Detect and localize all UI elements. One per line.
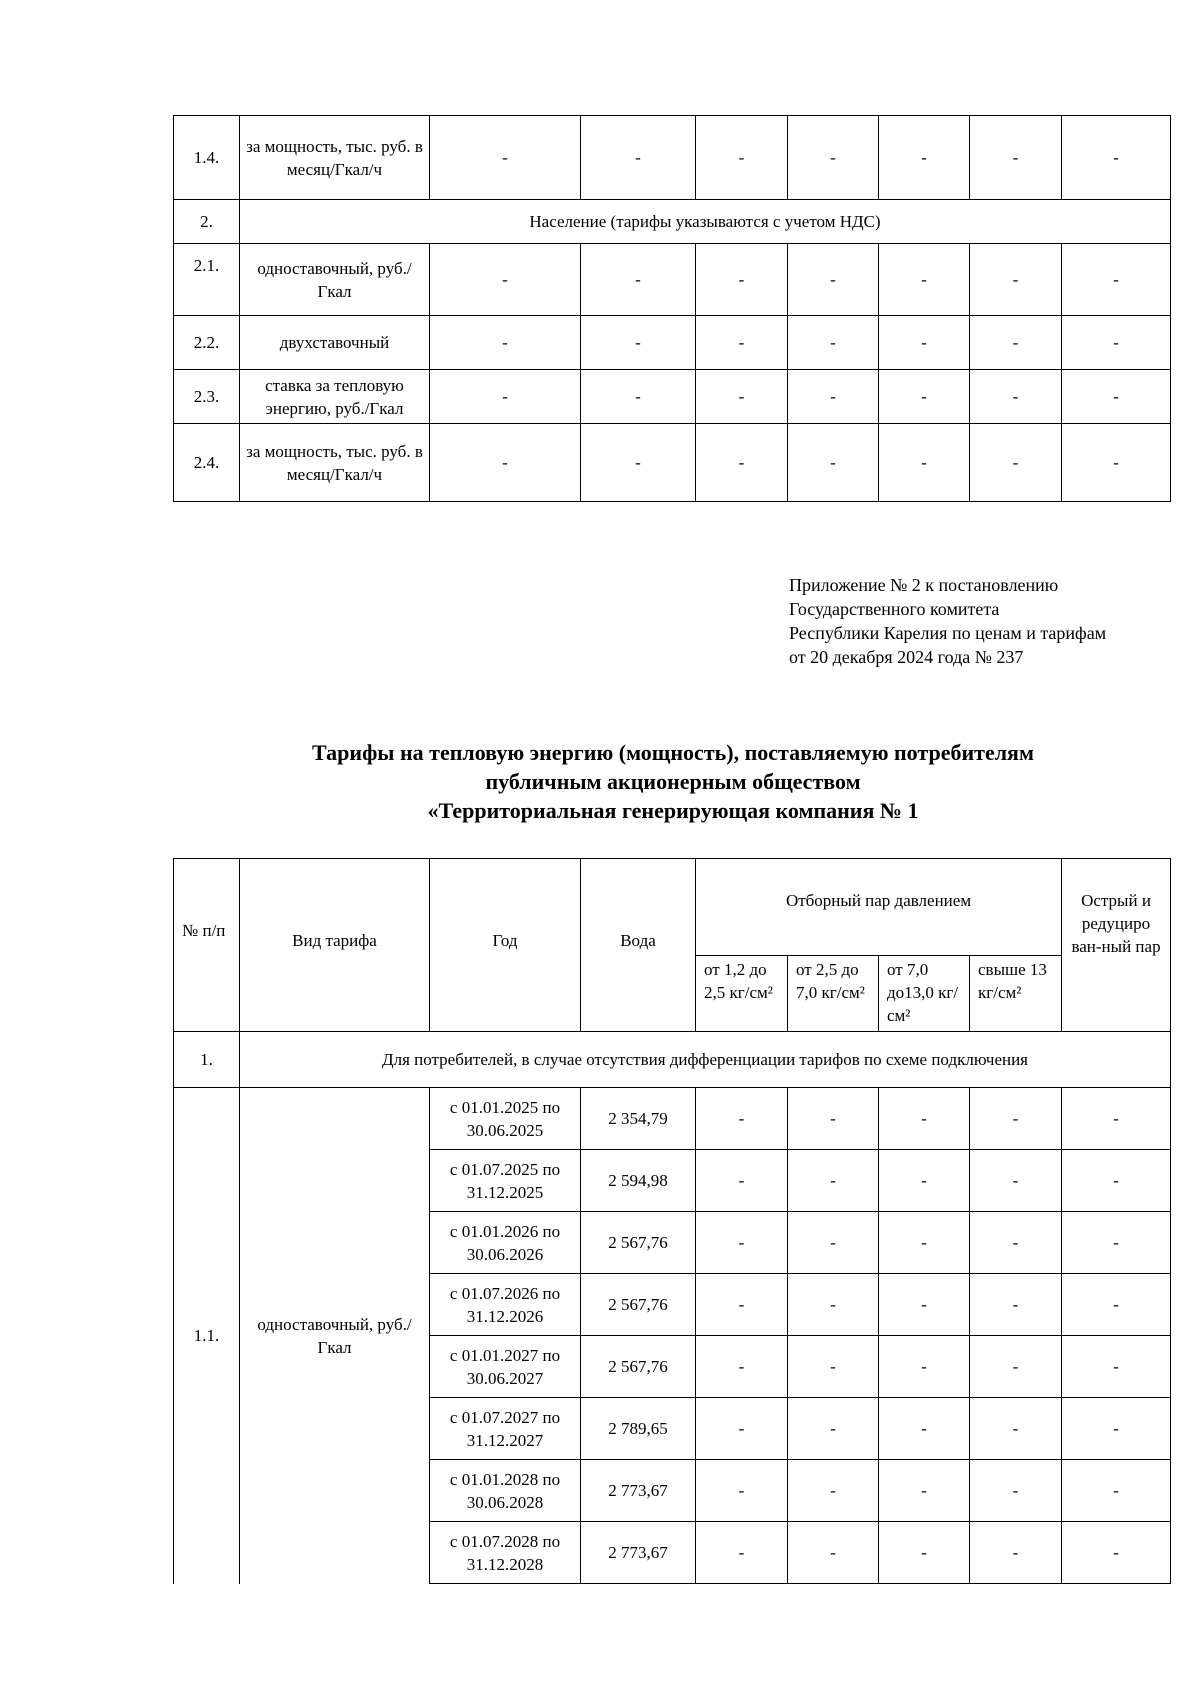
value-cell: - (970, 1150, 1062, 1212)
value-cell: - (581, 424, 696, 502)
table-row (174, 424, 1171, 502)
value-cell: - (970, 1088, 1062, 1150)
table-row (174, 116, 1171, 200)
value-cell: - (696, 1274, 788, 1336)
water-value: 2 773,67 (581, 1460, 696, 1522)
value-cell: - (788, 424, 879, 502)
value-cell: - (788, 1398, 879, 1460)
value-cell: - (788, 1460, 879, 1522)
value-cell: - (1062, 1150, 1171, 1212)
value-cell: - (430, 370, 581, 424)
value-cell: - (879, 1398, 970, 1460)
section-label: Для потребителей, в случае отсутствия дифференциации тарифов по схеме подключения (240, 1032, 1171, 1088)
tariff-label: за мощность, тыс. руб. в месяц/Гкал/ч (240, 424, 430, 502)
value-cell: - (581, 244, 696, 316)
appendix-line: от 20 декабря 2024 года № 237 (789, 647, 1024, 667)
value-cell: - (879, 1212, 970, 1274)
main-table-header (174, 859, 1171, 1032)
tariff-label: двухставочный (240, 316, 430, 370)
value-cell: - (970, 1336, 1062, 1398)
value-cell: - (1062, 1398, 1171, 1460)
period-cell: с 01.01.2027 по 30.06.2027 (430, 1336, 581, 1398)
value-cell: - (430, 244, 581, 316)
appendix-line: Приложение № 2 к постановлению (789, 575, 1059, 595)
value-cell: - (1062, 1212, 1171, 1274)
value-cell: - (696, 316, 788, 370)
header-steam-2: от 2,5 до 7,0 кг/см² (788, 956, 879, 1032)
value-cell: - (430, 116, 581, 200)
value-cell: - (696, 1150, 788, 1212)
value-cell: - (970, 1274, 1062, 1336)
value-cell: - (696, 1336, 788, 1398)
value-cell: - (970, 1212, 1062, 1274)
water-value: 2 567,76 (581, 1212, 696, 1274)
value-cell: - (1062, 1274, 1171, 1336)
value-cell: - (970, 116, 1062, 200)
value-cell: - (1062, 116, 1171, 200)
value-cell: - (1062, 1336, 1171, 1398)
table-row (174, 316, 1171, 370)
title-line: Тарифы на тепловую энергию (мощность), поставляемую потребителям (312, 740, 1034, 765)
value-cell: - (696, 1460, 788, 1522)
value-cell: - (696, 370, 788, 424)
tariff-label: ставка за тепловую энергию, руб./Гкал (240, 370, 430, 424)
appendix-line: Государственного комитета (789, 599, 1000, 619)
header-sharp-steam: Острый и редуциро ван-ный пар (1062, 859, 1171, 1032)
value-cell: - (970, 424, 1062, 502)
row-number: 2.2. (174, 316, 240, 370)
value-cell: - (788, 316, 879, 370)
value-cell: - (1062, 1088, 1171, 1150)
value-cell: - (430, 316, 581, 370)
water-value: 2 773,67 (581, 1522, 696, 1584)
period-cell: с 01.07.2027 по 31.12.2027 (430, 1398, 581, 1460)
value-cell: - (970, 316, 1062, 370)
top-table-body (174, 116, 1171, 502)
value-cell: - (879, 424, 970, 502)
value-cell: - (879, 1460, 970, 1522)
value-cell: - (788, 1212, 879, 1274)
value-cell: - (788, 116, 879, 200)
appendix-line: Республики Карелия по ценам и тарифам (789, 623, 1107, 643)
value-cell: - (879, 1336, 970, 1398)
header-steam-group: Отборный пар давлением (696, 859, 1062, 956)
value-cell: - (696, 116, 788, 200)
row-number: 2.3. (174, 370, 240, 424)
table-row (174, 200, 1171, 244)
value-cell: - (696, 424, 788, 502)
water-value: 2 594,98 (581, 1150, 696, 1212)
section-number: 1. (174, 1032, 240, 1088)
header-num: № п/п (174, 859, 240, 1032)
top-tariff-table (173, 115, 1171, 502)
value-cell: - (879, 1150, 970, 1212)
period-cell: с 01.01.2028 по 30.06.2028 (430, 1460, 581, 1522)
value-cell: - (788, 370, 879, 424)
tariff-label: за мощность, тыс. руб. в месяц/Гкал/ч (240, 116, 430, 200)
value-cell: - (879, 1088, 970, 1150)
value-cell: - (788, 1336, 879, 1398)
value-cell: - (1062, 424, 1171, 502)
water-value: 2 567,76 (581, 1336, 696, 1398)
value-cell: - (879, 316, 970, 370)
value-cell: - (696, 1522, 788, 1584)
value-cell: - (696, 1088, 788, 1150)
row-number: 2.1. (174, 244, 240, 316)
header-steam-3: от 7,0 до13,0 кг/см² (879, 956, 970, 1032)
value-cell: - (879, 1274, 970, 1336)
value-cell: - (788, 1088, 879, 1150)
row-number: 1.4. (174, 116, 240, 200)
water-value: 2 789,65 (581, 1398, 696, 1460)
value-cell: - (1062, 370, 1171, 424)
water-value: 2 354,79 (581, 1088, 696, 1150)
value-cell: - (696, 244, 788, 316)
value-cell: - (970, 1460, 1062, 1522)
value-cell: - (1062, 1460, 1171, 1522)
value-cell: - (581, 316, 696, 370)
value-cell: - (581, 370, 696, 424)
period-cell: с 01.01.2025 по 30.06.2025 (430, 1088, 581, 1150)
value-cell: - (970, 1398, 1062, 1460)
value-cell: - (1062, 244, 1171, 316)
value-cell: - (970, 1522, 1062, 1584)
period-cell: с 01.07.2025 по 31.12.2025 (430, 1150, 581, 1212)
appendix-note (789, 573, 1106, 669)
title-line: «Территориальная генерирующая компания № 1 (427, 798, 919, 823)
water-value: 2 567,76 (581, 1274, 696, 1336)
value-cell: - (581, 116, 696, 200)
value-cell: - (879, 370, 970, 424)
main-tariff-table (173, 858, 1171, 1584)
value-cell: - (879, 1522, 970, 1584)
value-cell: - (879, 244, 970, 316)
row-number: 2. (174, 200, 240, 244)
header-tariff-type: Вид тарифа (240, 859, 430, 1032)
period-cell: с 01.01.2026 по 30.06.2026 (430, 1212, 581, 1274)
value-cell: - (1062, 1522, 1171, 1584)
row-number: 2.4. (174, 424, 240, 502)
period-cell: с 01.07.2026 по 31.12.2026 (430, 1274, 581, 1336)
value-cell: - (696, 1398, 788, 1460)
document-title (173, 738, 1173, 825)
group-number: 1.1. (174, 1088, 240, 1584)
value-cell: - (788, 1522, 879, 1584)
value-cell: - (788, 1274, 879, 1336)
header-steam-4: свыше 13 кг/см² (970, 956, 1062, 1032)
header-steam-1: от 1,2 до 2,5 кг/см² (696, 956, 788, 1032)
header-water: Вода (581, 859, 696, 1032)
tariff-label: одноставочный, руб./Гкал (240, 244, 430, 316)
section-label: Население (тарифы указываются с учетом НДС) (240, 200, 1171, 244)
table-row (174, 370, 1171, 424)
value-cell: - (788, 244, 879, 316)
value-cell: - (970, 370, 1062, 424)
group-label: одноставочный, руб./Гкал (240, 1088, 430, 1584)
table-row (174, 1088, 1171, 1150)
value-cell: - (430, 424, 581, 502)
value-cell: - (1062, 316, 1171, 370)
period-cell: с 01.07.2028 по 31.12.2028 (430, 1522, 581, 1584)
value-cell: - (970, 244, 1062, 316)
table-row (174, 244, 1171, 316)
value-cell: - (879, 116, 970, 200)
value-cell: - (788, 1150, 879, 1212)
section-row (174, 1032, 1171, 1088)
value-cell: - (696, 1212, 788, 1274)
title-line: публичным акционерным обществом (485, 769, 861, 794)
main-table-body (174, 1032, 1171, 1584)
header-year: Год (430, 859, 581, 1032)
